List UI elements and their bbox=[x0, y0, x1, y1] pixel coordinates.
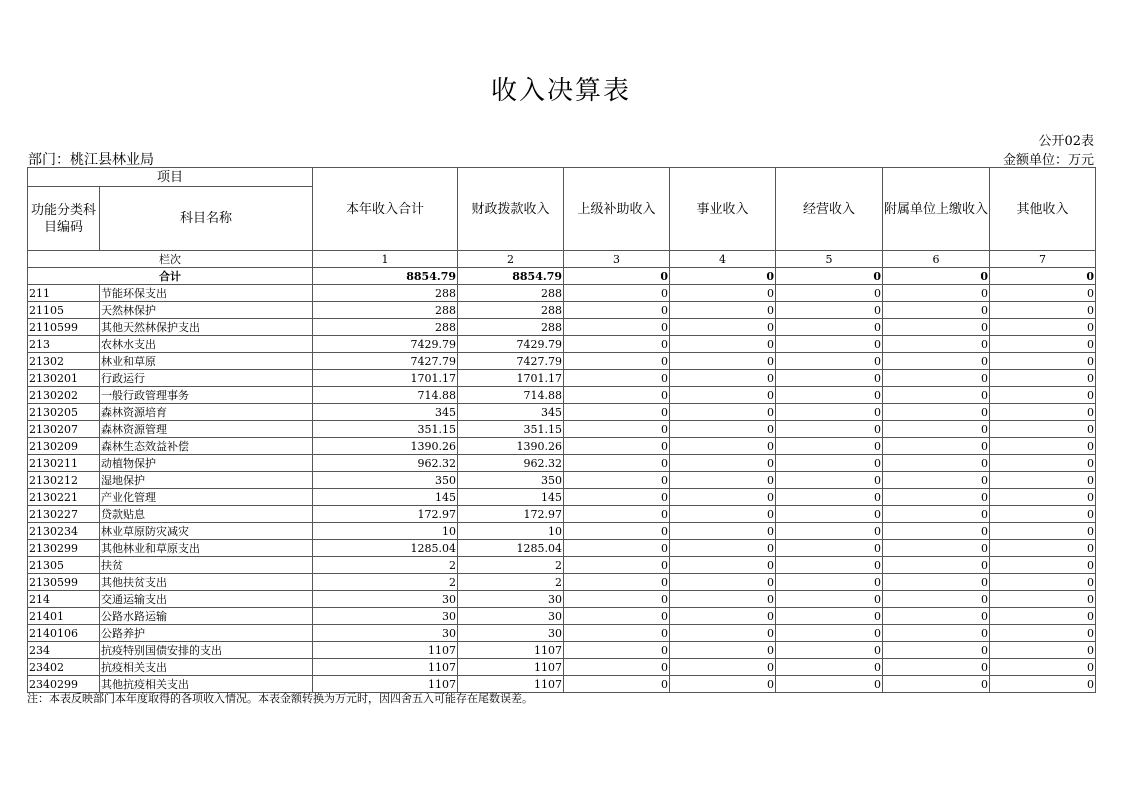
index-cell: 7 bbox=[990, 251, 1096, 268]
amount-cell: 0 bbox=[564, 285, 670, 302]
amount-cell: 0 bbox=[990, 540, 1096, 557]
amount-cell: 0 bbox=[776, 285, 883, 302]
amount-cell: 0 bbox=[670, 540, 776, 557]
index-cell: 1 bbox=[313, 251, 458, 268]
amount-cell: 0 bbox=[776, 319, 883, 336]
name-cell: 抗疫相关支出 bbox=[100, 659, 313, 676]
amount-cell: 0 bbox=[670, 319, 776, 336]
table-number: 公开02表 bbox=[1038, 134, 1094, 149]
amount-cell: 0 bbox=[670, 676, 776, 693]
amount-cell: 0 bbox=[883, 540, 990, 557]
amount-cell: 0 bbox=[670, 353, 776, 370]
amount-cell: 0 bbox=[670, 608, 776, 625]
amount-cell: 0 bbox=[776, 506, 883, 523]
amount-cell: 0 bbox=[670, 574, 776, 591]
amount-cell: 0 bbox=[776, 404, 883, 421]
code-cell: 21302 bbox=[28, 353, 100, 370]
header-project: 项目 bbox=[28, 168, 313, 187]
amount-cell: 0 bbox=[883, 302, 990, 319]
table-row bbox=[28, 557, 1096, 574]
code-cell: 2130212 bbox=[28, 472, 100, 489]
name-cell: 森林生态效益补偿 bbox=[100, 438, 313, 455]
table-row bbox=[28, 642, 1096, 659]
amount-cell: 0 bbox=[670, 302, 776, 319]
amount-cell: 0 bbox=[670, 455, 776, 472]
amount-cell: 0 bbox=[564, 438, 670, 455]
amount-cell: 30 bbox=[313, 608, 458, 625]
table-row bbox=[28, 574, 1096, 591]
header-total-income: 本年收入合计 bbox=[313, 168, 458, 251]
total-cell: 8854.79 bbox=[458, 268, 564, 285]
amount-cell: 0 bbox=[883, 523, 990, 540]
page-title: 收入决算表 bbox=[490, 76, 631, 106]
code-cell: 2130599 bbox=[28, 574, 100, 591]
amount-cell: 0 bbox=[990, 625, 1096, 642]
amount-cell: 0 bbox=[883, 642, 990, 659]
amount-cell: 0 bbox=[564, 404, 670, 421]
amount-cell: 0 bbox=[883, 387, 990, 404]
header-code: 功能分类科目编码 bbox=[28, 187, 100, 251]
header-business-income: 事业收入 bbox=[670, 168, 776, 251]
index-cell: 6 bbox=[883, 251, 990, 268]
amount-cell: 0 bbox=[883, 336, 990, 353]
table-row bbox=[28, 506, 1096, 523]
amount-cell: 0 bbox=[990, 591, 1096, 608]
name-cell: 公路水路运输 bbox=[100, 608, 313, 625]
amount-cell: 145 bbox=[313, 489, 458, 506]
amount-cell: 0 bbox=[883, 319, 990, 336]
amount-cell: 0 bbox=[670, 387, 776, 404]
amount-cell: 1285.04 bbox=[458, 540, 564, 557]
amount-cell: 0 bbox=[776, 523, 883, 540]
amount-cell: 0 bbox=[776, 608, 883, 625]
amount-cell: 1390.26 bbox=[458, 438, 564, 455]
amount-cell: 0 bbox=[990, 336, 1096, 353]
amount-cell: 7429.79 bbox=[458, 336, 564, 353]
name-cell: 森林资源培育 bbox=[100, 404, 313, 421]
amount-cell: 1107 bbox=[313, 676, 458, 693]
amount-cell: 0 bbox=[776, 455, 883, 472]
total-cell: 8854.79 bbox=[313, 268, 458, 285]
code-cell: 2340299 bbox=[28, 676, 100, 693]
amount-cell: 0 bbox=[564, 336, 670, 353]
amount-cell: 0 bbox=[564, 353, 670, 370]
amount-cell: 0 bbox=[670, 659, 776, 676]
table-row bbox=[28, 387, 1096, 404]
total-cell: 0 bbox=[883, 268, 990, 285]
code-cell: 2110599 bbox=[28, 319, 100, 336]
amount-cell: 0 bbox=[883, 421, 990, 438]
amount-cell: 0 bbox=[564, 642, 670, 659]
header-name: 科目名称 bbox=[100, 187, 313, 251]
amount-cell: 0 bbox=[990, 387, 1096, 404]
table-row bbox=[28, 438, 1096, 455]
table-row bbox=[28, 489, 1096, 506]
amount-cell: 288 bbox=[313, 285, 458, 302]
amount-cell: 0 bbox=[670, 523, 776, 540]
code-cell: 2130201 bbox=[28, 370, 100, 387]
code-cell: 214 bbox=[28, 591, 100, 608]
amount-cell: 0 bbox=[776, 659, 883, 676]
name-cell: 林业和草原 bbox=[100, 353, 313, 370]
amount-cell: 30 bbox=[458, 591, 564, 608]
code-cell: 21305 bbox=[28, 557, 100, 574]
amount-cell: 0 bbox=[883, 472, 990, 489]
name-cell: 天然林保护 bbox=[100, 302, 313, 319]
amount-cell: 0 bbox=[883, 438, 990, 455]
amount-cell: 10 bbox=[313, 523, 458, 540]
amount-cell: 2 bbox=[313, 557, 458, 574]
amount-cell: 7427.79 bbox=[458, 353, 564, 370]
amount-cell: 0 bbox=[990, 642, 1096, 659]
amount-cell: 0 bbox=[883, 608, 990, 625]
amount-cell: 2 bbox=[458, 574, 564, 591]
amount-cell: 0 bbox=[883, 489, 990, 506]
index-cell: 2 bbox=[458, 251, 564, 268]
table-row bbox=[28, 421, 1096, 438]
code-cell: 2130207 bbox=[28, 421, 100, 438]
amount-cell: 0 bbox=[990, 574, 1096, 591]
amount-cell: 0 bbox=[776, 353, 883, 370]
amount-cell: 0 bbox=[883, 404, 990, 421]
amount-cell: 0 bbox=[564, 540, 670, 557]
total-label: 合计 bbox=[28, 268, 313, 285]
amount-cell: 1701.17 bbox=[458, 370, 564, 387]
amount-cell: 0 bbox=[564, 489, 670, 506]
name-cell: 农林水支出 bbox=[100, 336, 313, 353]
table-row bbox=[28, 319, 1096, 336]
amount-cell: 0 bbox=[564, 557, 670, 574]
amount-cell: 0 bbox=[776, 540, 883, 557]
amount-cell: 0 bbox=[670, 404, 776, 421]
amount-cell: 7429.79 bbox=[313, 336, 458, 353]
name-cell: 扶贫 bbox=[100, 557, 313, 574]
amount-cell: 2 bbox=[313, 574, 458, 591]
amount-cell: 0 bbox=[776, 421, 883, 438]
table-row bbox=[28, 336, 1096, 353]
name-cell: 其他抗疫相关支出 bbox=[100, 676, 313, 693]
total-cell: 0 bbox=[990, 268, 1096, 285]
table-row bbox=[28, 370, 1096, 387]
amount-cell: 0 bbox=[564, 659, 670, 676]
amount-cell: 0 bbox=[564, 676, 670, 693]
amount-cell: 0 bbox=[670, 438, 776, 455]
amount-cell: 0 bbox=[990, 438, 1096, 455]
name-cell: 公路养护 bbox=[100, 625, 313, 642]
amount-cell: 351.15 bbox=[458, 421, 564, 438]
code-cell: 2130299 bbox=[28, 540, 100, 557]
amount-cell: 0 bbox=[776, 438, 883, 455]
name-cell: 其他林业和草原支出 bbox=[100, 540, 313, 557]
amount-cell: 288 bbox=[313, 302, 458, 319]
amount-cell: 0 bbox=[670, 472, 776, 489]
amount-cell: 0 bbox=[990, 472, 1096, 489]
amount-cell: 0 bbox=[670, 557, 776, 574]
code-cell: 2140106 bbox=[28, 625, 100, 642]
amount-cell: 345 bbox=[313, 404, 458, 421]
amount-cell: 0 bbox=[564, 455, 670, 472]
name-cell: 动植物保护 bbox=[100, 455, 313, 472]
amount-cell: 0 bbox=[990, 659, 1096, 676]
amount-cell: 0 bbox=[564, 523, 670, 540]
name-cell: 林业草原防灾减灾 bbox=[100, 523, 313, 540]
header-superior-subsidy: 上级补助收入 bbox=[564, 168, 670, 251]
table-row bbox=[28, 659, 1096, 676]
amount-cell: 0 bbox=[670, 370, 776, 387]
name-cell: 产业化管理 bbox=[100, 489, 313, 506]
total-cell: 0 bbox=[564, 268, 670, 285]
amount-cell: 288 bbox=[458, 302, 564, 319]
amount-cell: 0 bbox=[990, 285, 1096, 302]
amount-cell: 0 bbox=[883, 591, 990, 608]
department-label: 部门：桃江县林业局 bbox=[28, 152, 154, 168]
code-cell: 213 bbox=[28, 336, 100, 353]
amount-cell: 0 bbox=[776, 472, 883, 489]
amount-cell: 1390.26 bbox=[313, 438, 458, 455]
name-cell: 行政运行 bbox=[100, 370, 313, 387]
name-cell: 湿地保护 bbox=[100, 472, 313, 489]
header-fiscal-income: 财政拨款收入 bbox=[458, 168, 564, 251]
amount-cell: 1285.04 bbox=[313, 540, 458, 557]
amount-cell: 0 bbox=[776, 557, 883, 574]
amount-cell: 0 bbox=[990, 676, 1096, 693]
table-row bbox=[28, 404, 1096, 421]
amount-cell: 0 bbox=[776, 370, 883, 387]
header-other-income: 其他收入 bbox=[990, 168, 1096, 251]
header-affiliate-income: 附属单位上缴收入 bbox=[883, 168, 990, 251]
amount-cell: 30 bbox=[458, 625, 564, 642]
amount-cell: 0 bbox=[883, 659, 990, 676]
table-row bbox=[28, 302, 1096, 319]
amount-cell: 0 bbox=[776, 302, 883, 319]
amount-cell: 0 bbox=[990, 523, 1096, 540]
amount-cell: 1107 bbox=[458, 659, 564, 676]
amount-cell: 0 bbox=[990, 319, 1096, 336]
code-cell: 21105 bbox=[28, 302, 100, 319]
total-cell: 0 bbox=[670, 268, 776, 285]
amount-cell: 0 bbox=[564, 387, 670, 404]
amount-cell: 1701.17 bbox=[313, 370, 458, 387]
table-row bbox=[28, 353, 1096, 370]
amount-cell: 172.97 bbox=[458, 506, 564, 523]
amount-cell: 0 bbox=[776, 489, 883, 506]
amount-cell: 0 bbox=[670, 285, 776, 302]
code-cell: 23402 bbox=[28, 659, 100, 676]
amount-cell: 0 bbox=[776, 387, 883, 404]
index-cell: 3 bbox=[564, 251, 670, 268]
name-cell: 交通运输支出 bbox=[100, 591, 313, 608]
amount-cell: 0 bbox=[564, 574, 670, 591]
amount-cell: 0 bbox=[670, 489, 776, 506]
index-cell: 5 bbox=[776, 251, 883, 268]
amount-cell: 962.32 bbox=[458, 455, 564, 472]
amount-cell: 1107 bbox=[458, 676, 564, 693]
amount-cell: 0 bbox=[776, 591, 883, 608]
index-cell: 4 bbox=[670, 251, 776, 268]
amount-cell: 345 bbox=[458, 404, 564, 421]
amount-cell: 0 bbox=[670, 591, 776, 608]
amount-cell: 0 bbox=[883, 506, 990, 523]
amount-cell: 0 bbox=[990, 353, 1096, 370]
amount-cell: 1107 bbox=[458, 642, 564, 659]
amount-cell: 351.15 bbox=[313, 421, 458, 438]
amount-cell: 288 bbox=[313, 319, 458, 336]
amount-cell: 714.88 bbox=[458, 387, 564, 404]
table-row bbox=[28, 455, 1096, 472]
footnote: 注：本表反映部门本年度取得的各项收入情况。本表金额转换为万元时，因四舍五入可能存在尾数误差。 bbox=[27, 692, 533, 705]
index-row bbox=[28, 251, 1096, 268]
code-cell: 234 bbox=[28, 642, 100, 659]
amount-cell: 0 bbox=[670, 506, 776, 523]
name-cell: 一般行政管理事务 bbox=[100, 387, 313, 404]
name-cell: 森林资源管理 bbox=[100, 421, 313, 438]
code-cell: 2130234 bbox=[28, 523, 100, 540]
amount-cell: 0 bbox=[990, 370, 1096, 387]
amount-cell: 145 bbox=[458, 489, 564, 506]
amount-cell: 0 bbox=[883, 285, 990, 302]
header-operating-income: 经营收入 bbox=[776, 168, 883, 251]
amount-cell: 0 bbox=[990, 302, 1096, 319]
amount-cell: 0 bbox=[990, 608, 1096, 625]
index-label: 栏次 bbox=[28, 251, 313, 268]
code-cell: 211 bbox=[28, 285, 100, 302]
table-row bbox=[28, 608, 1096, 625]
income-table bbox=[27, 167, 1096, 693]
amount-cell: 288 bbox=[458, 319, 564, 336]
name-cell: 其他扶贫支出 bbox=[100, 574, 313, 591]
code-cell: 2130227 bbox=[28, 506, 100, 523]
code-cell: 21401 bbox=[28, 608, 100, 625]
amount-cell: 0 bbox=[564, 472, 670, 489]
table-row bbox=[28, 625, 1096, 642]
amount-cell: 0 bbox=[670, 642, 776, 659]
name-cell: 节能环保支出 bbox=[100, 285, 313, 302]
amount-cell: 1107 bbox=[313, 642, 458, 659]
amount-cell: 0 bbox=[883, 676, 990, 693]
table-row bbox=[28, 591, 1096, 608]
amount-cell: 0 bbox=[564, 370, 670, 387]
amount-cell: 0 bbox=[990, 455, 1096, 472]
total-cell: 0 bbox=[776, 268, 883, 285]
amount-cell: 0 bbox=[670, 336, 776, 353]
amount-cell: 0 bbox=[990, 557, 1096, 574]
amount-cell: 0 bbox=[776, 336, 883, 353]
code-cell: 2130205 bbox=[28, 404, 100, 421]
amount-cell: 2 bbox=[458, 557, 564, 574]
amount-unit-label: 金额单位：万元 bbox=[1002, 153, 1094, 168]
amount-cell: 0 bbox=[564, 591, 670, 608]
amount-cell: 1107 bbox=[313, 659, 458, 676]
amount-cell: 0 bbox=[883, 574, 990, 591]
amount-cell: 7427.79 bbox=[313, 353, 458, 370]
amount-cell: 288 bbox=[458, 285, 564, 302]
amount-cell: 714.88 bbox=[313, 387, 458, 404]
code-cell: 2130221 bbox=[28, 489, 100, 506]
amount-cell: 0 bbox=[883, 557, 990, 574]
code-cell: 2130211 bbox=[28, 455, 100, 472]
code-cell: 2130202 bbox=[28, 387, 100, 404]
code-cell: 2130209 bbox=[28, 438, 100, 455]
amount-cell: 0 bbox=[670, 421, 776, 438]
amount-cell: 0 bbox=[564, 506, 670, 523]
amount-cell: 0 bbox=[776, 574, 883, 591]
amount-cell: 350 bbox=[458, 472, 564, 489]
amount-cell: 30 bbox=[313, 591, 458, 608]
amount-cell: 0 bbox=[564, 625, 670, 642]
amount-cell: 30 bbox=[313, 625, 458, 642]
amount-cell: 0 bbox=[990, 489, 1096, 506]
amount-cell: 0 bbox=[564, 319, 670, 336]
table-row bbox=[28, 472, 1096, 489]
name-cell: 抗疫特别国债安排的支出 bbox=[100, 642, 313, 659]
amount-cell: 0 bbox=[990, 421, 1096, 438]
table-row bbox=[28, 285, 1096, 302]
total-row bbox=[28, 268, 1096, 285]
table-body bbox=[28, 251, 1096, 693]
amount-cell: 0 bbox=[990, 404, 1096, 421]
amount-cell: 0 bbox=[776, 642, 883, 659]
amount-cell: 0 bbox=[883, 455, 990, 472]
amount-cell: 0 bbox=[883, 353, 990, 370]
amount-cell: 0 bbox=[564, 302, 670, 319]
amount-cell: 10 bbox=[458, 523, 564, 540]
amount-cell: 962.32 bbox=[313, 455, 458, 472]
amount-cell: 0 bbox=[776, 625, 883, 642]
amount-cell: 30 bbox=[458, 608, 564, 625]
amount-cell: 0 bbox=[883, 370, 990, 387]
amount-cell: 172.97 bbox=[313, 506, 458, 523]
table-row bbox=[28, 523, 1096, 540]
amount-cell: 350 bbox=[313, 472, 458, 489]
amount-cell: 0 bbox=[564, 608, 670, 625]
amount-cell: 0 bbox=[776, 676, 883, 693]
amount-cell: 0 bbox=[990, 506, 1096, 523]
name-cell: 贷款贴息 bbox=[100, 506, 313, 523]
table-row bbox=[28, 540, 1096, 557]
amount-cell: 0 bbox=[670, 625, 776, 642]
amount-cell: 0 bbox=[883, 625, 990, 642]
amount-cell: 0 bbox=[564, 421, 670, 438]
name-cell: 其他天然林保护支出 bbox=[100, 319, 313, 336]
